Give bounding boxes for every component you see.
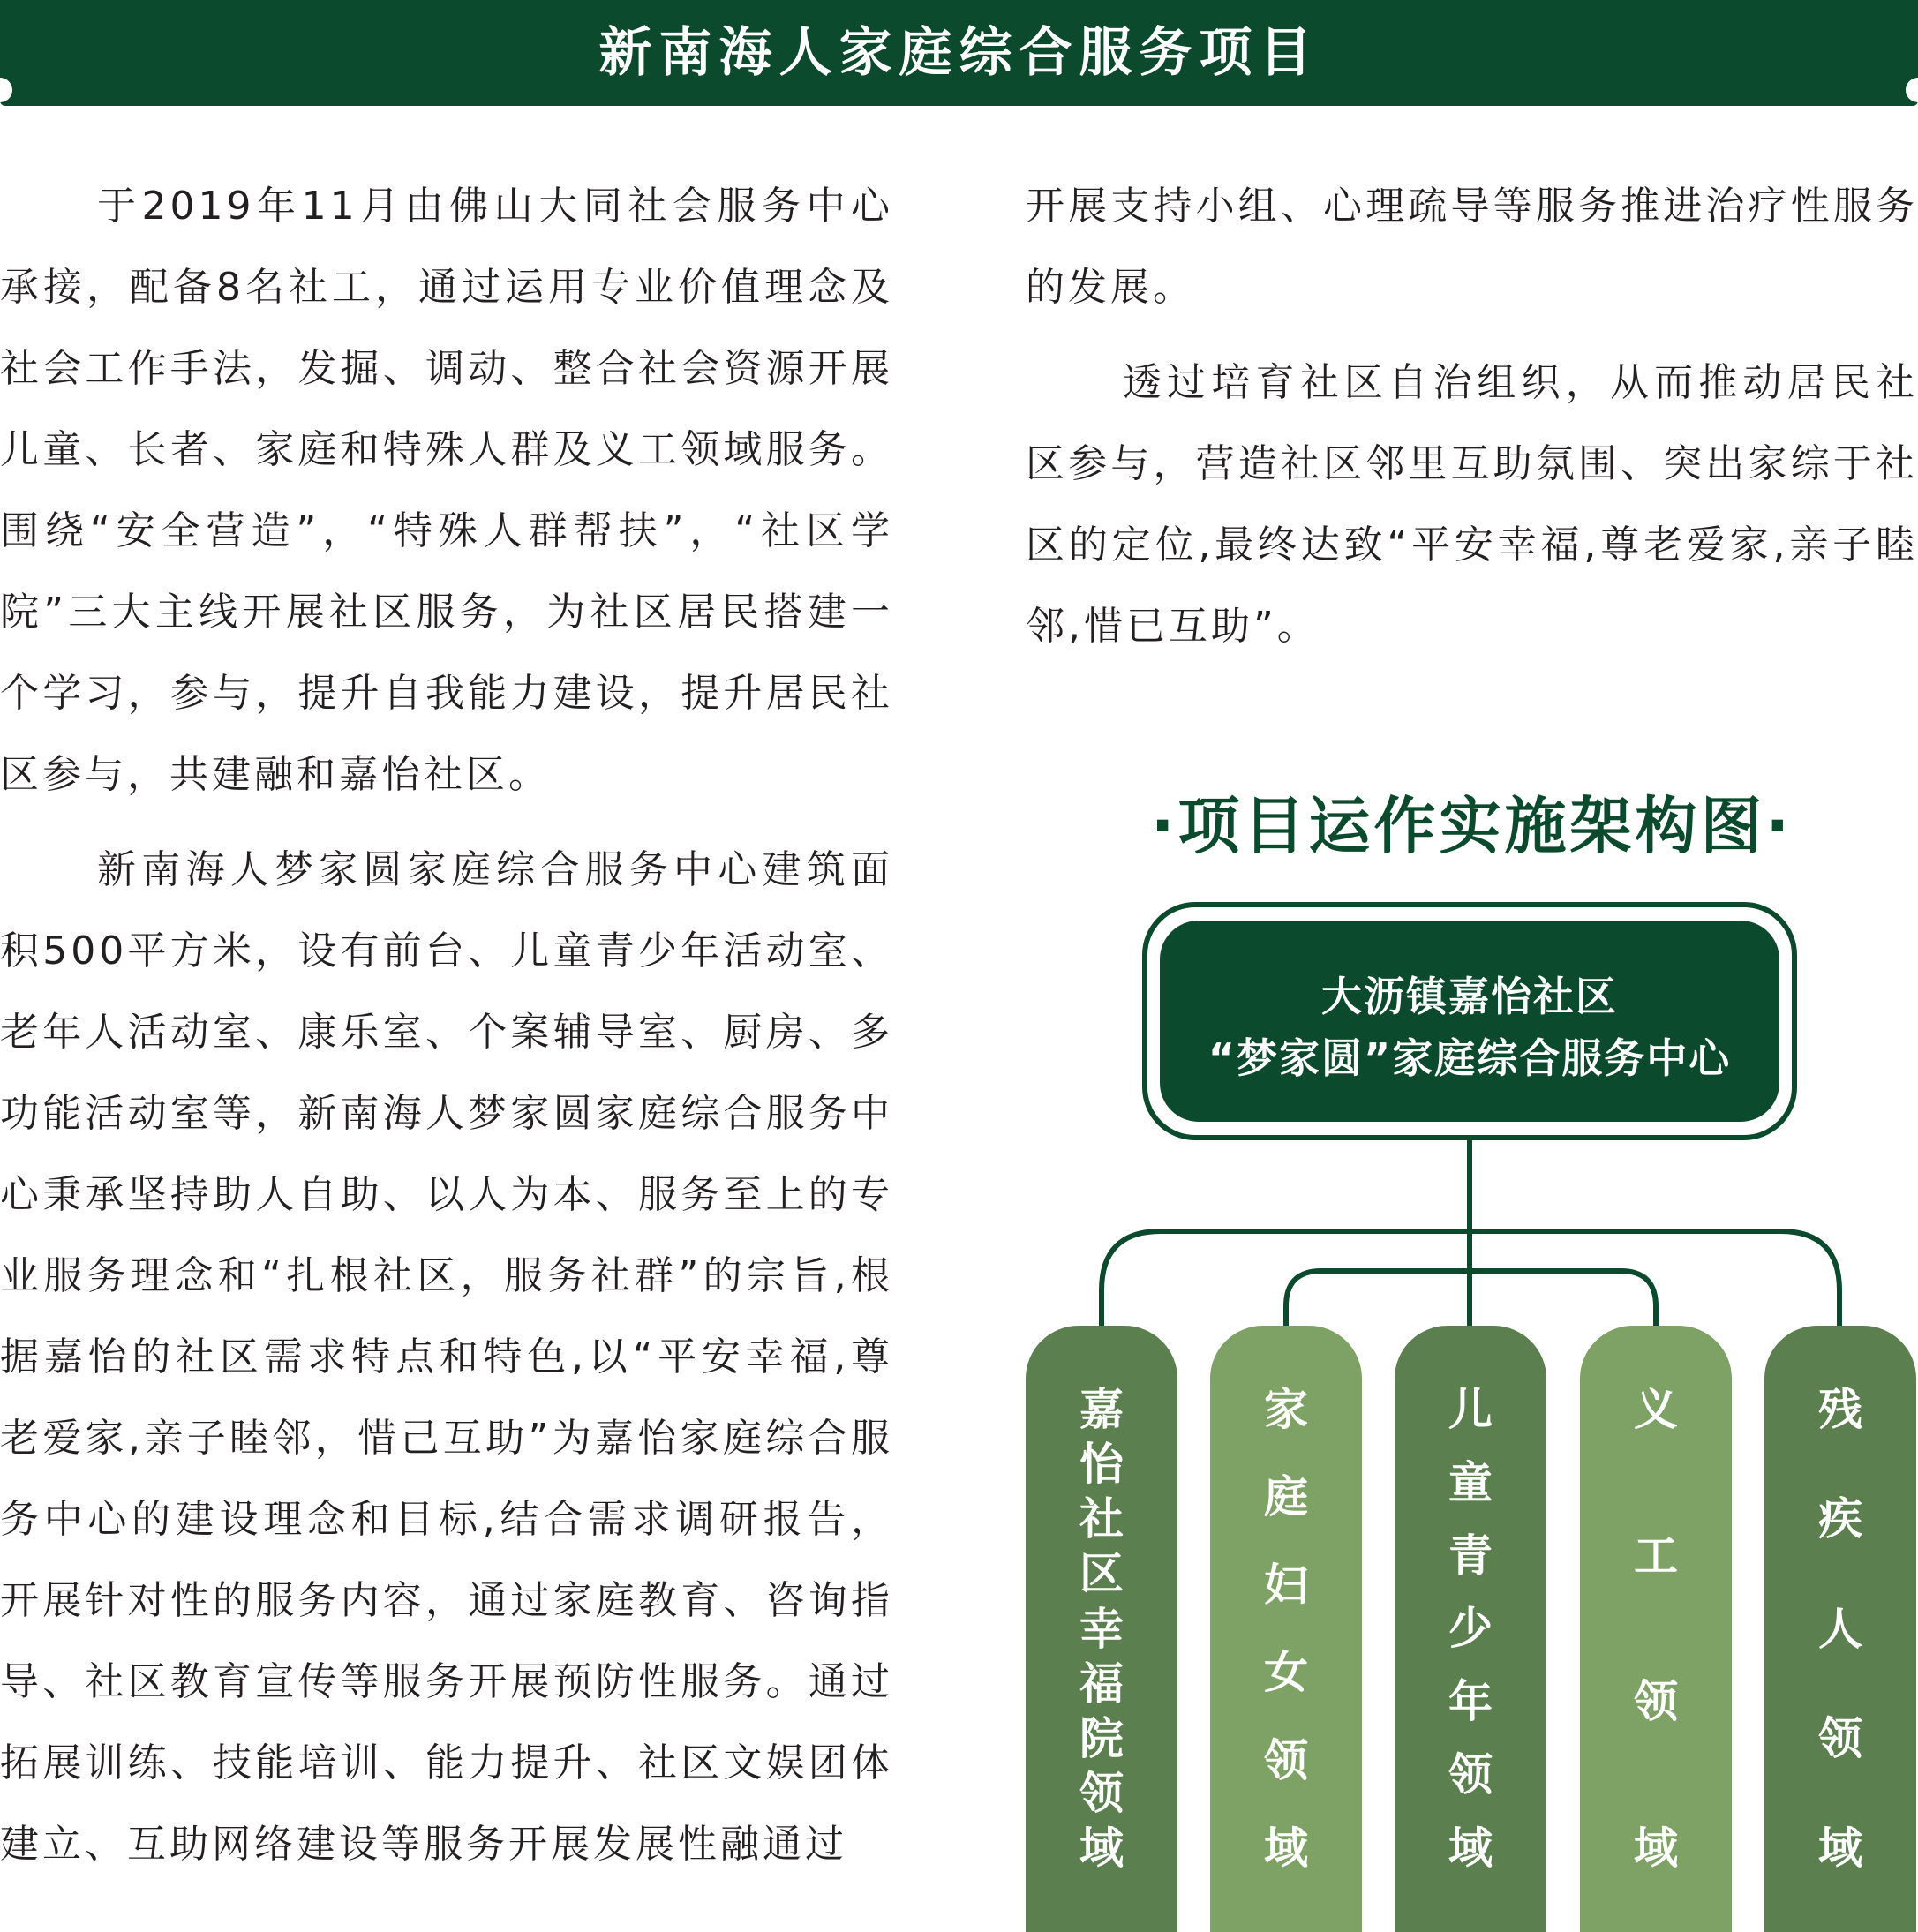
branch-label-char: 嘉	[1079, 1384, 1124, 1435]
page-title: 新南海人家庭综合服务项目	[598, 22, 1320, 84]
left-paragraph-1: 于2019年11月由佛山大同社会服务中心承接，配备8名社工，通过运用专业价值理念及社会工作手法，发掘、调动、整合社会资源开展儿童、长者、家庭和特殊人群及义工领域服务。围绕“安全营造”，“特殊人群帮扶”，“社区学院”三大主线开展社区服务，为社区居民搭建一个学习，参与，提升自我能力建设，提升居民社区参与，共建融和嘉怡社区。	[0, 184, 893, 797]
branch-label-char: 义	[1634, 1384, 1678, 1435]
branch-label-char: 领	[1264, 1734, 1308, 1786]
root-node	[1160, 921, 1779, 1122]
branch-label-char: 域	[1264, 1822, 1308, 1874]
branch-label-char: 工	[1634, 1530, 1678, 1582]
branch-label-char: 怡	[1079, 1439, 1124, 1491]
branch-label-char: 家	[1264, 1384, 1308, 1435]
branch-node-2	[1210, 1326, 1362, 1932]
branch-label	[1764, 1384, 1916, 1874]
branch-label-char: 年	[1448, 1676, 1493, 1728]
root-node-line2: “梦家圆”家庭综合服务中心	[1207, 1034, 1732, 1082]
branch-label	[1026, 1384, 1177, 1874]
branch-label-char: 疾	[1818, 1493, 1862, 1545]
root-node-line1: 大沥镇嘉怡社区	[1321, 973, 1618, 1020]
diagram-title: ·项目运作实施架构图·	[1150, 790, 1794, 862]
right-paragraph-2: 透过培育社区自治组织，从而推动居民社区参与，营造社区邻里互助氛围、突出家综于社区的定位,最终达致“平安幸福,尊老爱家,亲子睦邻,惜已互助”。	[1026, 360, 1918, 649]
branch-label-char: 女	[1264, 1647, 1308, 1699]
branch-label-char: 青	[1448, 1530, 1493, 1582]
branch-label-char: 领	[1079, 1767, 1124, 1819]
branch-label-char: 人	[1818, 1603, 1862, 1655]
branch-label-char: 区	[1079, 1548, 1124, 1600]
branch-label-char: 领	[1634, 1676, 1678, 1728]
branch-label-char: 域	[1079, 1823, 1124, 1874]
branch-label-char: 域	[1818, 1823, 1862, 1874]
branch-node-5	[1764, 1326, 1916, 1932]
left-paragraph-2: 新南海人梦家圆家庭综合服务中心建筑面积500平方米，设有前台、儿童青少年活动室、老年人活动室、康乐室、个案辅导室、厨房、多功能活动室等，新南海人梦家圆家庭综合服务中心秉承坚持助人自助、以人为本、服务至上的专业服务理念和“扎根社区，服务社群”的宗旨,根据嘉怡的社区需求特点和特色,以“平安幸福,尊老爱家,亲子睦邻，惜己互助”为嘉怡家庭综合服务中心的建设理念和目标,结合需求调研报告，开展针对性的服务内容，通过家庭教育、咨询指导、社区教育宣传等服务开展预防性服务。通过拓展训练、技能培训、能力提升、社区文娱团体建立、互助网络建设等服务开展发展性融通过	[0, 847, 893, 1867]
branch-label-char: 残	[1818, 1384, 1862, 1435]
branch-node-4	[1580, 1326, 1732, 1932]
branch-label-char: 妇	[1264, 1559, 1308, 1611]
branch-node-1	[1026, 1326, 1177, 1932]
branch-label-char: 少	[1448, 1603, 1493, 1655]
branch-label-char: 域	[1634, 1822, 1678, 1874]
branch-label-char: 儿	[1448, 1384, 1493, 1435]
branch-label-char: 福	[1079, 1658, 1124, 1710]
branch-label	[1580, 1384, 1732, 1874]
branch-label-char: 幸	[1079, 1603, 1124, 1655]
branch-node-3	[1395, 1326, 1546, 1932]
branch-label-char: 领	[1448, 1749, 1493, 1801]
branch-label	[1395, 1384, 1546, 1874]
branch-label	[1210, 1384, 1362, 1874]
branch-label-char: 庭	[1264, 1471, 1308, 1523]
branch-label-char: 童	[1448, 1456, 1493, 1508]
branch-label-char: 领	[1818, 1712, 1862, 1764]
right-paragraph-1: 开展支持小组、心理疏导等服务推进治疗性服务的发展。	[1026, 184, 1918, 310]
branch-label-char: 域	[1448, 1822, 1493, 1874]
branch-label-char: 社	[1079, 1493, 1124, 1545]
branch-label-char: 院	[1079, 1712, 1124, 1764]
